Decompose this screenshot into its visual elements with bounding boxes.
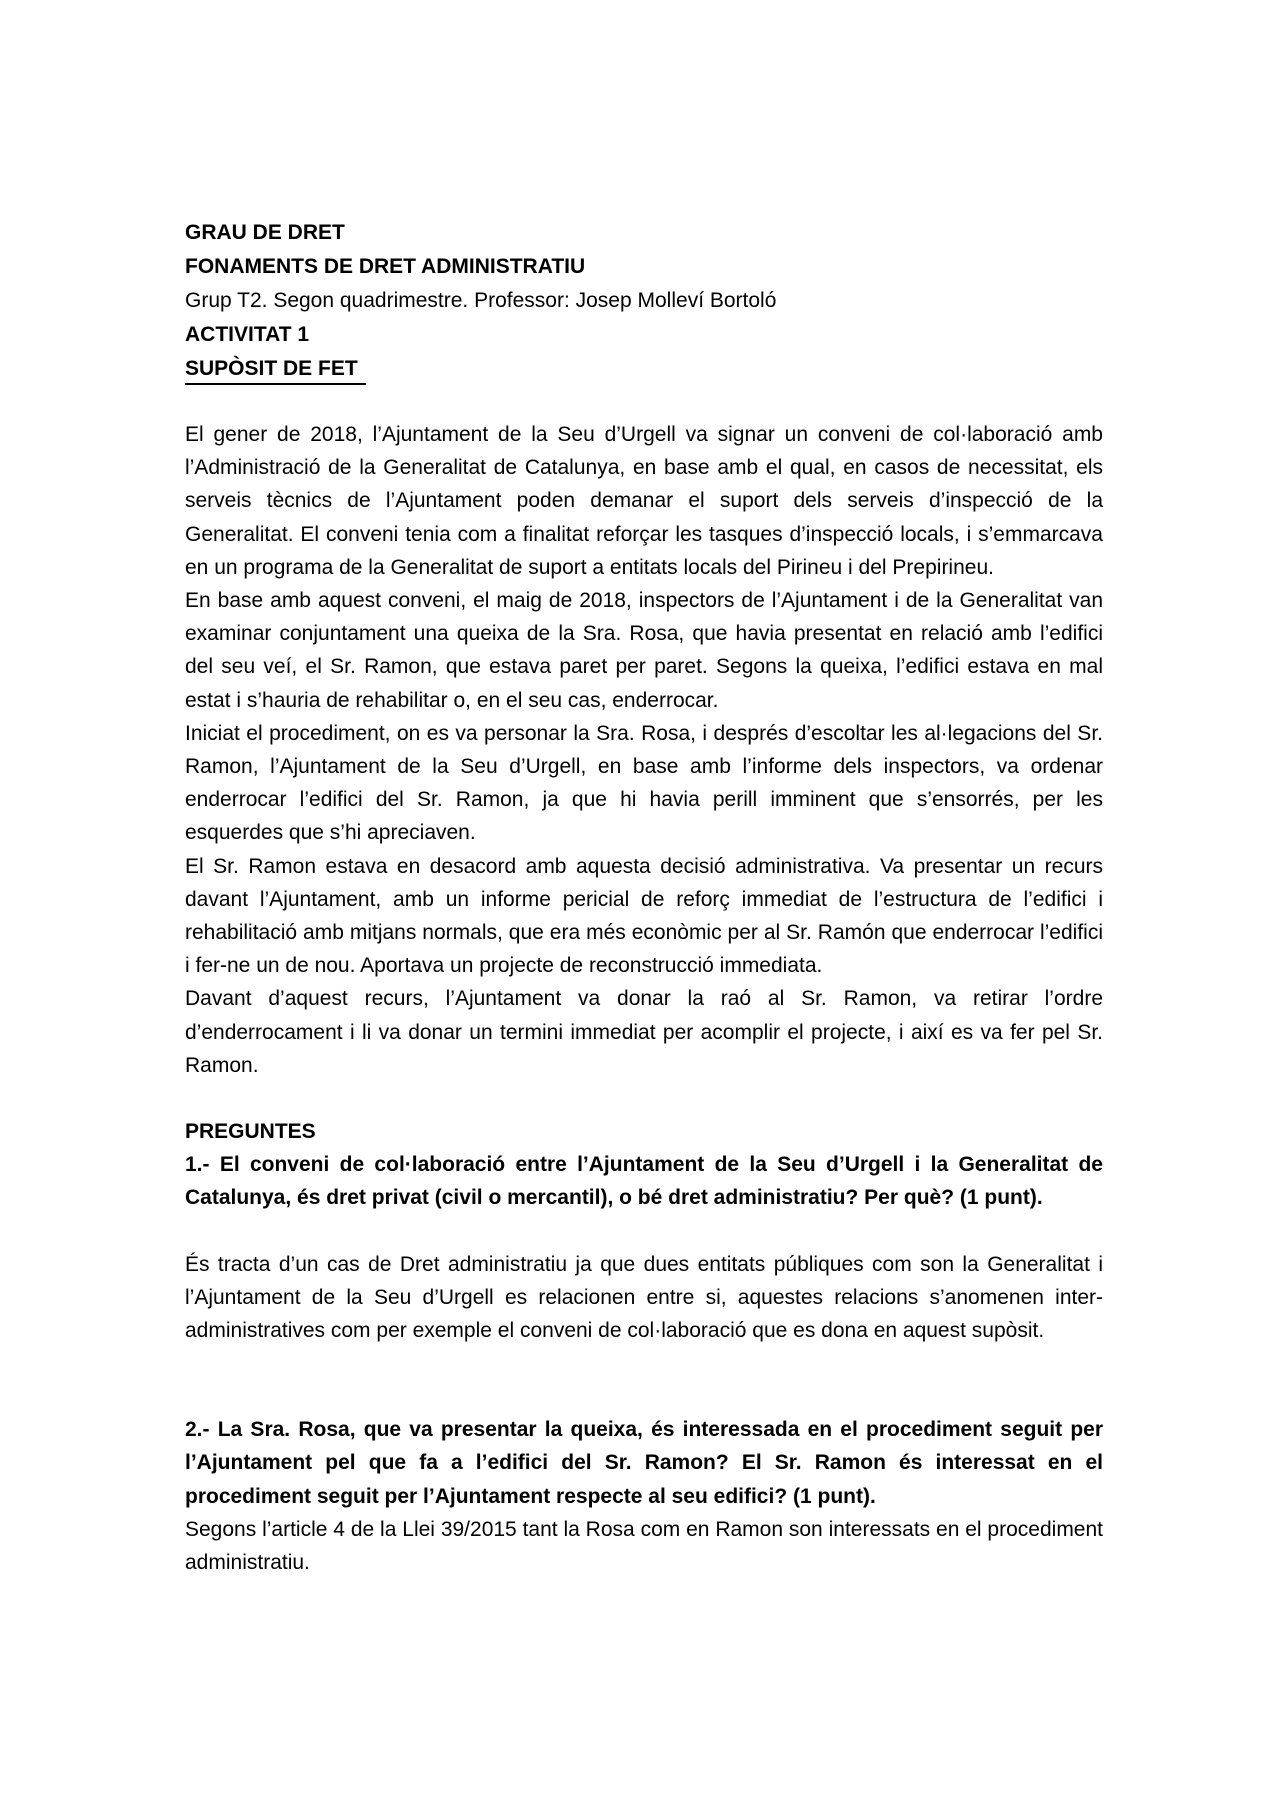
activity-title: ACTIVITAT 1 [185, 323, 310, 346]
answer-2: Segons l’article 4 de la Llei 39/2015 tant la Rosa com en Ramon son interessats en el procediment administratiu. [185, 1517, 1103, 1575]
degree-title: GRAU DE DRET [185, 221, 345, 244]
course-title: FONAMENTS DE DRET ADMINISTRATIU [185, 255, 586, 278]
facts-paragraph: El Sr. Ramon estava en desacord amb aquesta decisió administrativa. Va presentar un recurs davant l’Ajuntament, amb un informe pericial de reforç immediat de l’estructura de l’edifici i rehabilitació amb mitjans normals, que era més econòmic per al Sr. Ramón que enderrocar l’edifici i fer-ne un de nou. Aportava un projecte de reconstrucció immediata. [185, 854, 1103, 978]
answer-1: És tracta d’un cas de Dret administratiu ja que dues entitats públiques com son la Generalitat i l’Ajuntament de la Seu d’Urgell es relacionen entre si, aquestes relacions s’anomenen inter-administratives com per exemple el conveni de col·laboració que es dona en aquest supòsit. [185, 1252, 1103, 1343]
facts-paragraph: En base amb aquest conveni, el maig de 2018, inspectors de l’Ajuntament i de la Generalitat van examinar conjuntament una queixa de la Sra. Rosa, que havia presentat en relació amb l’edifici del seu veí, el Sr. Ramon, que estava paret per paret. Segons la queixa, l’edifici estava en mal estat i s’hauria de rehabilitar o, en el seu cas, enderrocar. [185, 589, 1103, 712]
question-2: 2.- La Sra. Rosa, que va presentar la queixa, és interessada en el procediment seguit per l’Ajuntament pel que fa a l’edifici del Sr. Ramon? El Sr. Ramon és interessat en el procediment seguit per l’Ajuntament respecte al seu edifici? (1 punt). [185, 1418, 1103, 1508]
document-page [185, 216, 1103, 1579]
section-title-facts: SUPÒSIT DE FET [185, 357, 358, 380]
group-info: Grup T2. Segon quadrimestre. Professor: Josep Molleví Bortoló [185, 289, 777, 312]
questions-heading: PREGUNTES [185, 1120, 316, 1144]
question-1: 1.- El conveni de col·laboració entre l’Ajuntament de la Seu d’Urgell i la Generalitat de Catalunya, és dret privat (civil o mercantil), o bé dret administratiu? Per què? (1 punt). [185, 1153, 1103, 1210]
facts-paragraph: El gener de 2018, l’Ajuntament de la Seu d’Urgell va signar un conveni de col·laboració amb l’Administració de la Generalitat de Catalunya, en base amb el qual, en casos de necessitat, els serveis tècnics de l’Ajuntament poden demanar el suport dels serveis d’inspecció de la Generalitat. El conveni tenia com a finalitat reforçar les tasques d’inspecció locals, i s’emmarcava en un programa de la Generalitat de suport a entitats locals del Pirineu i del Prepirineu. [185, 423, 1103, 579]
facts-paragraph: Iniciat el procediment, on es va personar la Sra. Rosa, i després d’escoltar les al·legacions del Sr. Ramon, l’Ajuntament de la Seu d’Urgell, en base amb l’informe dels inspectors, va ordenar enderrocar l’edifici del Sr. Ramon, ja que hi havia perill imminent que s’ensorrés, per les esquerdes que s’hi apreciaven. [185, 721, 1103, 845]
facts-paragraph: Davant d’aquest recurs, l’Ajuntament va donar la raó al Sr. Ramon, va retirar l’ordre d’enderrocament i li va donar un termini immediat per acomplir el projecte, i així es va fer pel Sr. Ramon. [185, 987, 1103, 1077]
